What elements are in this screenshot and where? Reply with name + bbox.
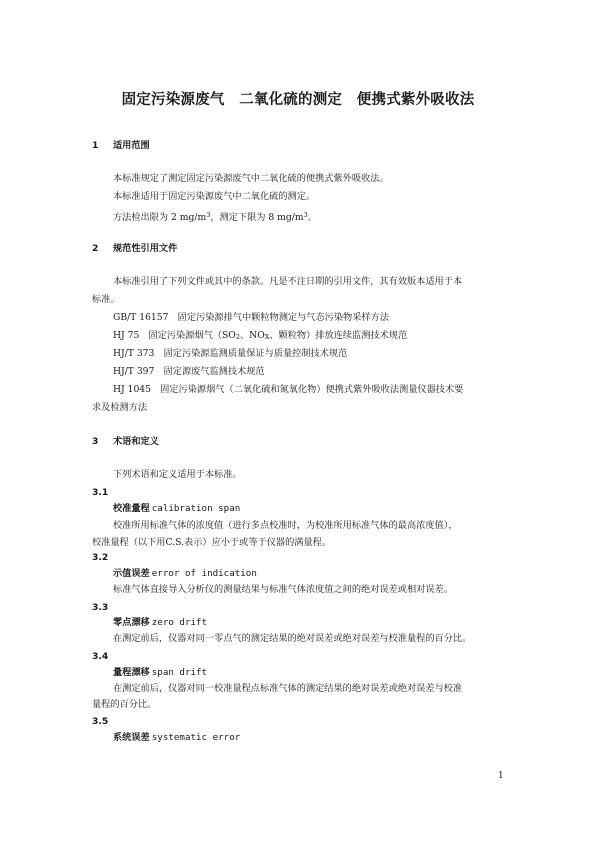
term-3-5-number: 3.5 (92, 716, 109, 727)
section-3-number: 3 (92, 436, 99, 447)
term-3-5-title: 系统误差 systematic error (113, 732, 241, 743)
term-3-4-definition-line-1: 在测定前后，仪器对同一校准量程点标准气体的测定结果的绝对误差或绝对误差与校准 (113, 683, 463, 694)
term-3-3-title: 零点漂移 zero drift (113, 617, 208, 628)
reference-hj-75: HJ 75 固定污染源烟气（$SO_2$、$NO_X$、颗粒物）排放连续监测技术规范 (113, 330, 408, 341)
term-3-1-definition-line-1: 校准所用标准气体的浓度值（进行多点校准时，为校准所用标准气体的最高浓度值）， (113, 520, 458, 531)
reference-gbt-16157: GB/T 16157 固定污染源排气中颗粒物测定与气态污染物采样方法 (113, 312, 389, 323)
section-1-heading: 适用范围 (113, 140, 150, 151)
section-1-paragraph-3: 方法检出限为 2 $mg/m^3$，测定下限为 8 $mg/m^3$。 (113, 211, 317, 223)
term-3-2-number: 3.2 (92, 552, 109, 563)
term-3-3-definition: 在测定前后，仪器对同一零点气的测定结果的绝对误差或绝对误差与校准量程的百分比。 (113, 633, 472, 644)
section-1-paragraph-1: 本标准规定了测定固定污染源废气中二氧化硫的便携式紫外吸收法。 (113, 173, 389, 184)
term-3-1-number: 3.1 (92, 487, 109, 498)
page-number: 1 (498, 771, 504, 781)
section-2-intro-line-2: 标准。 (92, 294, 120, 305)
term-3-1-title: 校准量程 calibration span (113, 503, 241, 514)
section-3-heading: 术语和定义 (113, 436, 159, 447)
section-1-paragraph-2: 本标准适用于固定污染源废气中二氧化硫的测定。 (113, 191, 316, 202)
term-3-1-definition-line-2: 校准量程（以下用C.S.表示）应小于或等于仪器的满量程。 (92, 537, 332, 548)
section-2-number: 2 (92, 243, 99, 254)
section-2-intro-line-1: 本标准引用了下列文件或其中的条款。凡是不注日期的引用文件，其有效版本适用于本 (113, 276, 463, 287)
term-3-3-number: 3.3 (92, 602, 109, 613)
reference-hj-1045-line-1: HJ 1045 固定污染源烟气（二氧化硫和氮氧化物）便携式紫外吸收法测量仪器技术要 (113, 384, 464, 395)
section-3-intro: 下列术语和定义适用于本标准。 (113, 469, 242, 480)
reference-hjt-373: HJ/T 373 固定污染源监测质量保证与质量控制技术规范 (113, 348, 348, 359)
section-2-heading: 规范性引用文件 (113, 243, 178, 254)
term-3-2-title: 示值误差 error of indication (113, 568, 257, 579)
reference-hjt-397: HJ/T 397 固定源废气监测技术规范 (113, 366, 265, 377)
term-3-4-number: 3.4 (92, 651, 109, 662)
document-title: 固定污染源废气 二氧化硫的测定 便携式紫外吸收法 (121, 92, 475, 108)
term-3-4-definition-line-2: 量程的百分比。 (92, 699, 157, 710)
section-1-number: 1 (92, 140, 99, 151)
term-3-2-definition: 标准气体直接导入分析仪的测量结果与标准气体浓度值之间的绝对误差或相对误差。 (113, 584, 453, 595)
reference-hj-1045-line-2: 求及检测方法 (92, 402, 148, 413)
term-3-4-title: 量程漂移 span drift (113, 667, 208, 678)
